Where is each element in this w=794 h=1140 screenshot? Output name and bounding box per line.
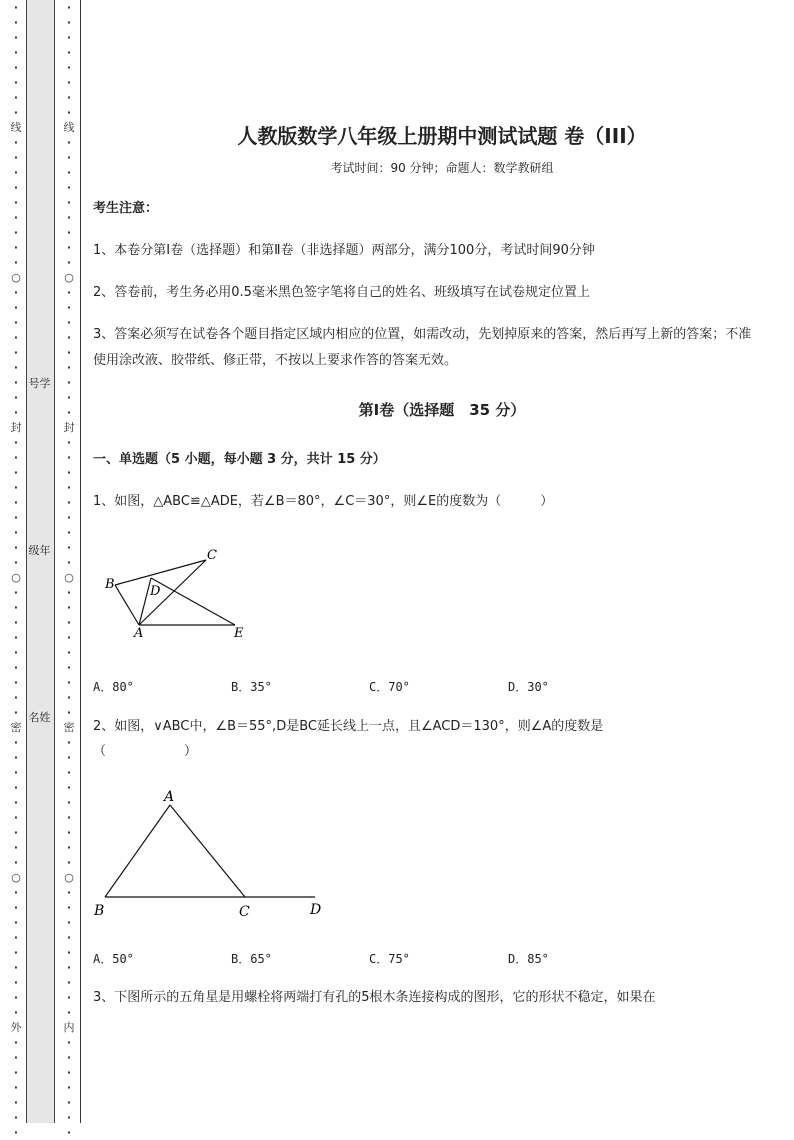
question-1-text: 1、如图，△ABC≌△ADE，若∠B＝80°，∠C＝30°，则∠E的度数为（ ） [93, 494, 554, 509]
question-2-blank: （ ） [93, 744, 198, 759]
inner-label-mi: 密 [63, 721, 75, 734]
question-2-option-c[interactable]: C．75° [369, 952, 410, 966]
field-student-number: 号学 [28, 377, 51, 390]
notice-item-2: 2、答卷前，考生务必用0.5毫米黑色签字笔将自己的姓名、班级填写在试卷规定位置上 [93, 285, 590, 300]
q2-label-b: B [94, 903, 105, 919]
inner-binding-column: · · · · · · · · 线 · · · · · · · · · ○ · · · · · · · · · 封 · · · · · · · · · ○ · · · · · · · · · 密 · · · · · · · · · ○ · · · · · · · · · 内 · · · · · · · [61, 0, 77, 1140]
q2-label-c: C [239, 904, 250, 920]
q2-label-a: A [164, 789, 175, 805]
question-1-option-b[interactable]: B．35° [231, 680, 272, 694]
name-field-strip [26, 0, 55, 1123]
exam-subtitle: 考试时间：90 分钟；命题人：数学教研组 [330, 161, 554, 175]
question-1-figure [98, 540, 258, 645]
binding-divider-line [80, 0, 81, 1123]
question-2-figure [90, 785, 330, 925]
q1-label-a: A [134, 626, 144, 641]
question-1-option-a[interactable]: A．80° [93, 680, 134, 694]
inner-label-feng: 封 [63, 421, 75, 434]
question-2-option-a[interactable]: A．50° [93, 952, 134, 966]
exam-title: 人教版数学八年级上册期中测试试题 卷（III） [237, 124, 647, 148]
section-title: 第Ⅰ卷（选择题 35 分） [358, 401, 526, 419]
part-heading: 一、单选题（5 小题，每小题 3 分，共计 15 分） [93, 452, 386, 467]
question-3-text: 3、下图所示的五角星是用螺栓将两端打有孔的5根木条连接构成的图形，它的形状不稳定，如果在 [93, 990, 656, 1005]
q1-label-c: C [207, 548, 217, 563]
outer-circle-2: ○ [11, 571, 21, 584]
field-name: 名姓 [28, 711, 51, 724]
outer-label-wai: 外 [10, 1021, 22, 1034]
notice-item-3: 3、答案必须写在试卷各个题目指定区域内相应的位置，如需改动，先划掉原来的答案，然后再写上新的答案；不准使用涂改液、胶带纸、修正带，不按以上要求作答的答案无效。 [93, 327, 752, 368]
inner-circle-3: ○ [64, 871, 74, 884]
q1-label-b: B [105, 577, 115, 592]
outer-label-mi: 密 [10, 721, 22, 734]
q1-label-e: E [234, 626, 244, 641]
outer-circle-1: ○ [11, 271, 21, 284]
field-class: 级年 [28, 544, 51, 557]
inner-circle-2: ○ [64, 571, 74, 584]
question-1-option-d[interactable]: D．30° [508, 680, 549, 694]
question-2-text: 2、如图，∨ABC中，∠B＝55°,D是BC延长线上一点，且∠ACD＝130°，则∠A的度数是 [93, 719, 604, 734]
notice-heading: 考生注意： [93, 201, 159, 216]
q1-label-d: D [150, 584, 161, 599]
question-2-option-b[interactable]: B．65° [231, 952, 272, 966]
inner-circle-1: ○ [64, 271, 74, 284]
inner-label-nei: 内 [63, 1021, 75, 1034]
outer-binding-column: · · · · · · · · 线 · · · · · · · · · ○ · · · · · · · · · 封 · · · · · · · · · ○ · · · · · · · · · 密 · · · · · · · · · ○ · · · · · · · · · 外 · · · · · · · [8, 0, 24, 1140]
q2-label-d: D [310, 902, 322, 918]
question-2-option-d[interactable]: D．85° [508, 952, 549, 966]
outer-label-feng: 封 [10, 421, 22, 434]
notice-item-1: 1、本卷分第Ⅰ卷（选择题）和第Ⅱ卷（非选择题）两部分，满分100分，考试时间90分钟 [93, 243, 595, 258]
inner-label-xian: 线 [63, 121, 75, 134]
outer-circle-3: ○ [11, 871, 21, 884]
question-1-option-c[interactable]: C．70° [369, 680, 410, 694]
outer-label-xian: 线 [10, 121, 22, 134]
